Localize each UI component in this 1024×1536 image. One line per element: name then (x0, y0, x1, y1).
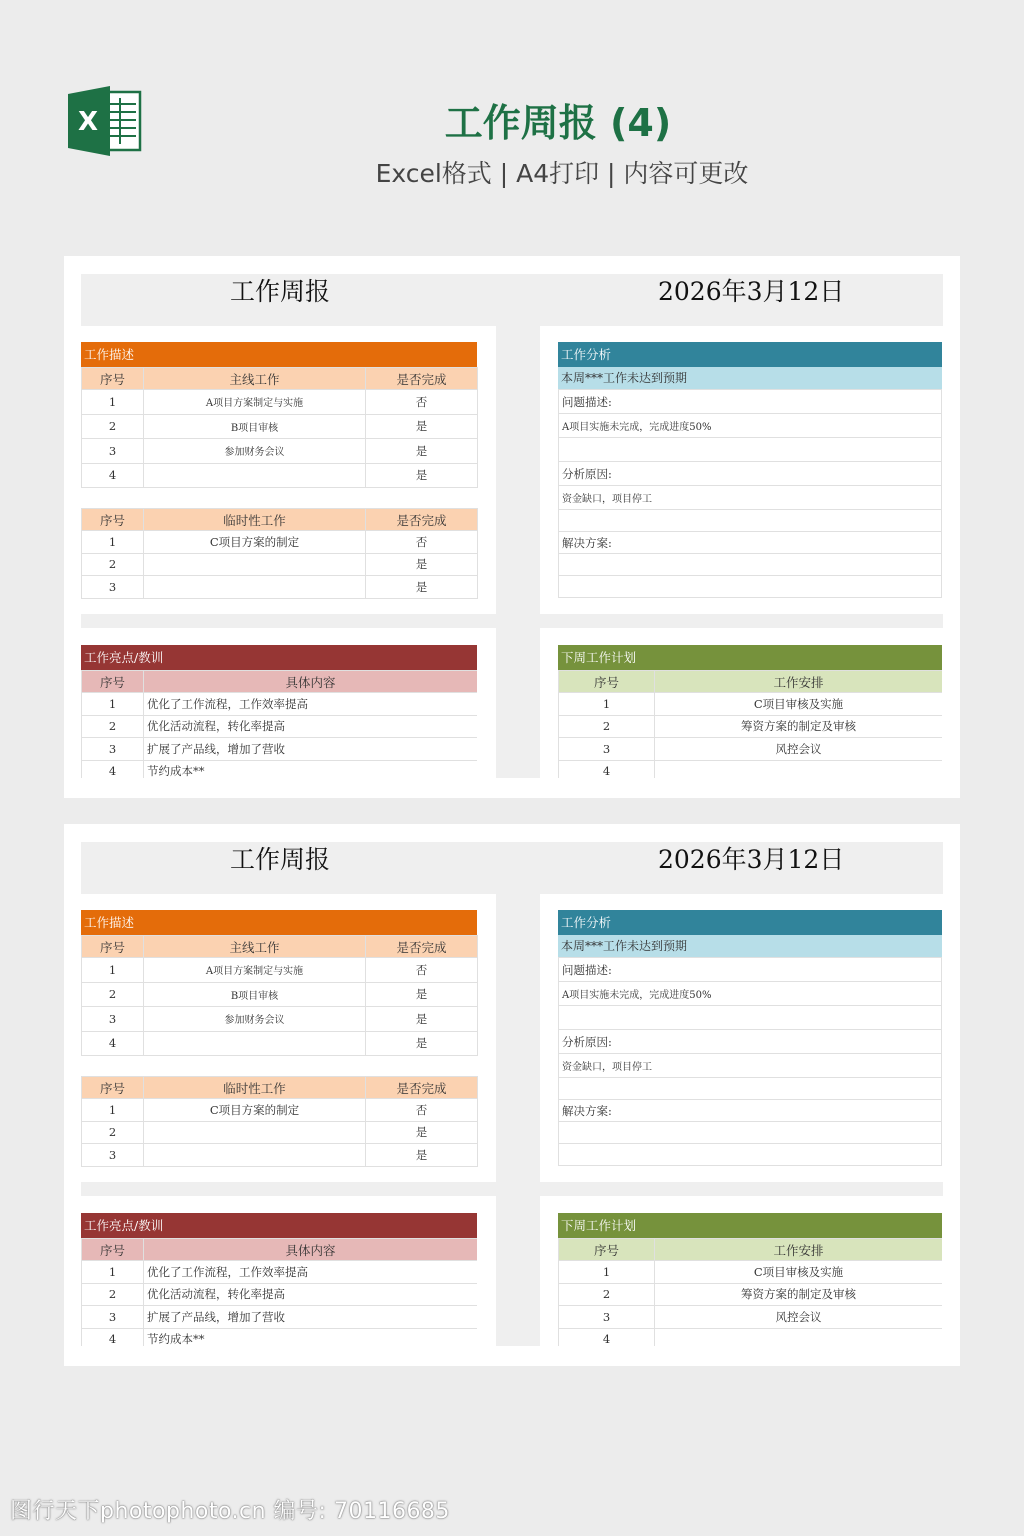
table-row (82, 1306, 478, 1329)
panel-title: 工作描述 (81, 342, 477, 367)
table-cell[interactable]: 2 (82, 715, 144, 738)
table-cell[interactable] (655, 760, 943, 778)
page-subtitle: Excel格式 | A4打印 | 内容可更改 (375, 159, 749, 188)
highlights-panel (81, 1213, 477, 1346)
table-cell[interactable]: 4 (82, 1328, 144, 1346)
table-cell[interactable]: 4 (82, 760, 144, 778)
table-cell[interactable]: 风控会议 (655, 738, 943, 761)
table-cell[interactable]: 风控会议 (655, 1306, 943, 1329)
analysis-line[interactable]: 问题描述: (559, 958, 942, 982)
table-row (82, 439, 478, 464)
table-cell[interactable]: 是 (366, 553, 478, 576)
table-cell[interactable]: 1 (82, 1261, 144, 1284)
report-date: 2026年3月12日 (658, 277, 845, 306)
table-cell[interactable]: 4 (82, 1031, 144, 1056)
table-cell[interactable]: A项目方案制定与实施 (144, 958, 366, 983)
table-cell[interactable] (144, 576, 366, 599)
analysis-line[interactable] (559, 554, 942, 576)
analysis-row (559, 414, 942, 438)
table-cell[interactable]: 是 (366, 1121, 478, 1144)
analysis-line[interactable] (559, 438, 942, 462)
logo-letter: X (77, 107, 99, 137)
analysis-line[interactable] (559, 510, 942, 532)
table-row (559, 738, 943, 761)
table-cell[interactable]: 否 (366, 390, 478, 415)
table-cell[interactable]: 节约成本** (144, 1328, 478, 1346)
analysis-line[interactable] (559, 1078, 942, 1100)
table-cell[interactable]: 1 (82, 531, 144, 554)
analysis-line[interactable]: 分析原因: (559, 462, 942, 486)
panel-title: 下周工作计划 (558, 645, 942, 670)
analysis-row (559, 958, 942, 982)
table-row (82, 738, 478, 761)
next-week-plan-panel (558, 645, 942, 778)
column-header: 序号 (82, 368, 144, 390)
analysis-line[interactable]: 解决方案: (559, 532, 942, 554)
table-cell[interactable]: 1 (82, 1099, 144, 1122)
column-header: 序号 (82, 936, 144, 958)
temp-work-table (81, 508, 478, 599)
column-header: 序号 (82, 1077, 144, 1099)
column-header: 具体内容 (144, 1239, 478, 1261)
table-cell[interactable]: 3 (82, 576, 144, 599)
analysis-line[interactable]: 资金缺口，项目停工 (559, 486, 942, 510)
table-cell[interactable]: 参加财务会议 (144, 1007, 366, 1032)
analysis-line[interactable] (559, 576, 942, 598)
table-cell[interactable]: 否 (366, 958, 478, 983)
column-header: 序号 (559, 671, 655, 693)
column-header: 主线工作 (144, 936, 366, 958)
table-cell[interactable]: 节约成本** (144, 760, 478, 778)
table-header-row (82, 368, 478, 390)
table-cell[interactable]: 4 (559, 1328, 655, 1346)
table-cell[interactable]: A项目方案制定与实施 (144, 390, 366, 415)
main-work-table (81, 935, 478, 1056)
table-cell[interactable]: 2 (82, 1283, 144, 1306)
report-sheet-2 (64, 824, 960, 1366)
table-cell[interactable]: 1 (559, 1261, 655, 1284)
table-cell[interactable]: 2 (559, 715, 655, 738)
analysis-row (559, 390, 942, 414)
table-header-row (82, 509, 478, 531)
table-cell[interactable]: 3 (82, 1007, 144, 1032)
column-header: 工作安排 (655, 671, 943, 693)
report-date: 2026年3月12日 (658, 845, 845, 874)
analysis-subtitle: 本周***工作未达到预期 (558, 367, 942, 389)
panel-title: 工作分析 (558, 342, 942, 367)
table-row (559, 715, 943, 738)
table-cell[interactable]: 2 (82, 982, 144, 1007)
table-row (82, 414, 478, 439)
table-cell[interactable] (144, 463, 366, 488)
table-cell[interactable]: 扩展了产品线，增加了营收 (144, 1306, 478, 1329)
table-row (82, 463, 478, 488)
table-cell[interactable]: 是 (366, 414, 478, 439)
table-cell[interactable]: 3 (82, 1306, 144, 1329)
table-header-row (82, 1077, 478, 1099)
table-row (82, 1261, 478, 1284)
analysis-row (559, 1054, 942, 1078)
analysis-row (559, 486, 942, 510)
analysis-line[interactable]: A项目实施未完成，完成进度50% (559, 982, 942, 1006)
table-cell[interactable]: 2 (82, 414, 144, 439)
column-header: 是否完成 (366, 368, 478, 390)
table-cell[interactable]: 是 (366, 1031, 478, 1056)
analysis-table (558, 389, 942, 598)
analysis-line[interactable]: 分析原因: (559, 1030, 942, 1054)
column-header: 序号 (82, 671, 144, 693)
analysis-row (559, 1144, 942, 1166)
analysis-row (559, 1078, 942, 1100)
table-cell[interactable]: 3 (82, 439, 144, 464)
table-row (559, 1306, 943, 1329)
table-row (82, 576, 478, 599)
column-header: 临时性工作 (144, 1077, 366, 1099)
table-cell[interactable]: 否 (366, 531, 478, 554)
watermark: 图行天下photophoto.cn 编号: 70116685 (10, 1499, 450, 1524)
table-cell[interactable]: 优化了工作流程，工作效率提高 (144, 693, 478, 716)
table-row (82, 1328, 478, 1346)
table-header-row (82, 1239, 478, 1261)
table-cell[interactable]: 1 (82, 693, 144, 716)
table-row (559, 693, 943, 716)
table-cell[interactable] (144, 1144, 366, 1167)
column-header: 是否完成 (366, 936, 478, 958)
table-row (559, 1328, 943, 1346)
table-cell[interactable]: C项目方案的制定 (144, 1099, 366, 1122)
sheet-divider (496, 326, 540, 778)
table-row (82, 1121, 478, 1144)
table-cell[interactable]: C项目审核及实施 (655, 693, 943, 716)
column-header: 工作安排 (655, 1239, 943, 1261)
analysis-table (558, 957, 942, 1166)
table-row (82, 693, 478, 716)
table-cell[interactable]: C项目审核及实施 (655, 1261, 943, 1284)
sheet-divider (81, 1182, 943, 1196)
analysis-row (559, 1006, 942, 1030)
table-cell[interactable]: B项目审核 (144, 982, 366, 1007)
work-description-panel (81, 910, 477, 1167)
table-cell[interactable]: 优化了工作流程，工作效率提高 (144, 1261, 478, 1284)
analysis-row (559, 438, 942, 462)
table-row (82, 958, 478, 983)
table-cell[interactable]: 是 (366, 463, 478, 488)
table-cell[interactable] (144, 1031, 366, 1056)
table-cell[interactable]: 2 (559, 1283, 655, 1306)
table-cell[interactable]: 是 (366, 439, 478, 464)
analysis-row (559, 1100, 942, 1122)
analysis-line[interactable]: A项目实施未完成，完成进度50% (559, 414, 942, 438)
table-cell[interactable]: 优化活动流程，转化率提高 (144, 1283, 478, 1306)
column-header: 主线工作 (144, 368, 366, 390)
table-cell[interactable]: 1 (82, 958, 144, 983)
table-cell[interactable]: 3 (82, 1144, 144, 1167)
table-row (559, 1261, 943, 1284)
panel-title: 工作亮点/教训 (81, 1213, 477, 1238)
next-week-plan-panel (558, 1213, 942, 1346)
table-cell[interactable]: 3 (559, 738, 655, 761)
sheet-divider (81, 614, 943, 628)
spacer (81, 1056, 477, 1076)
column-header: 是否完成 (366, 1077, 478, 1099)
table-cell[interactable]: 4 (559, 760, 655, 778)
work-analysis-panel (558, 342, 942, 598)
table-cell[interactable]: 4 (82, 463, 144, 488)
table-cell[interactable]: 2 (82, 1121, 144, 1144)
spacer (81, 488, 477, 508)
column-header: 临时性工作 (144, 509, 366, 531)
analysis-row (559, 1030, 942, 1054)
column-header: 具体内容 (144, 671, 478, 693)
table-row (82, 760, 478, 778)
column-header: 序号 (82, 1239, 144, 1261)
highlights-table (81, 670, 477, 778)
table-header-row (82, 671, 478, 693)
highlights-panel (81, 645, 477, 778)
page-title: 工作周报 (4) (444, 101, 672, 145)
main-work-table (81, 367, 478, 488)
table-cell[interactable]: 是 (366, 982, 478, 1007)
column-header: 是否完成 (366, 509, 478, 531)
panel-title: 下周工作计划 (558, 1213, 942, 1238)
table-cell[interactable]: 是 (366, 1144, 478, 1167)
column-header: 序号 (82, 509, 144, 531)
analysis-subtitle: 本周***工作未达到预期 (558, 935, 942, 957)
analysis-row (559, 554, 942, 576)
analysis-row (559, 1122, 942, 1144)
table-cell[interactable]: 筹资方案的制定及审核 (655, 715, 943, 738)
work-description-panel (81, 342, 477, 599)
table-cell[interactable]: 2 (82, 553, 144, 576)
table-row (82, 390, 478, 415)
analysis-line[interactable] (559, 1144, 942, 1166)
report-title: 工作周报 (230, 845, 331, 874)
table-cell[interactable] (144, 553, 366, 576)
column-header: 序号 (559, 1239, 655, 1261)
table-cell[interactable]: 优化活动流程，转化率提高 (144, 715, 478, 738)
table-cell[interactable] (144, 1121, 366, 1144)
analysis-row (559, 532, 942, 554)
table-cell[interactable]: 筹资方案的制定及审核 (655, 1283, 943, 1306)
table-cell[interactable]: 3 (82, 738, 144, 761)
sheet-divider (496, 894, 540, 1346)
table-cell[interactable]: 1 (559, 693, 655, 716)
table-row (82, 1144, 478, 1167)
table-row (82, 553, 478, 576)
panel-title: 工作亮点/教训 (81, 645, 477, 670)
table-row (82, 715, 478, 738)
highlights-table (81, 1238, 477, 1346)
table-row (559, 1283, 943, 1306)
analysis-row (559, 982, 942, 1006)
work-analysis-panel (558, 910, 942, 1166)
next-week-table (558, 1238, 942, 1346)
analysis-row (559, 576, 942, 598)
report-sheet-1 (64, 256, 960, 798)
analysis-line[interactable]: 资金缺口，项目停工 (559, 1054, 942, 1078)
table-row (82, 982, 478, 1007)
temp-work-table (81, 1076, 478, 1167)
table-row (82, 1031, 478, 1056)
analysis-line[interactable]: 解决方案: (559, 1100, 942, 1122)
table-cell[interactable]: 参加财务会议 (144, 439, 366, 464)
table-cell[interactable]: 1 (82, 390, 144, 415)
analysis-line[interactable] (559, 1006, 942, 1030)
table-cell[interactable]: B项目审核 (144, 414, 366, 439)
table-cell[interactable]: 否 (366, 1099, 478, 1122)
table-header-row (559, 1239, 943, 1261)
analysis-line[interactable] (559, 1122, 942, 1144)
panel-title: 工作分析 (558, 910, 942, 935)
analysis-line[interactable]: 问题描述: (559, 390, 942, 414)
table-row (82, 1283, 478, 1306)
table-row (559, 760, 943, 778)
table-cell[interactable]: 是 (366, 576, 478, 599)
table-cell[interactable]: C项目方案的制定 (144, 531, 366, 554)
table-header-row (82, 936, 478, 958)
report-title: 工作周报 (230, 277, 331, 306)
table-row (82, 1007, 478, 1032)
panel-title: 工作描述 (81, 910, 477, 935)
table-header-row (559, 671, 943, 693)
table-cell[interactable]: 扩展了产品线，增加了营收 (144, 738, 478, 761)
analysis-row (559, 510, 942, 532)
table-cell[interactable]: 是 (366, 1007, 478, 1032)
table-row (82, 531, 478, 554)
table-cell[interactable] (655, 1328, 943, 1346)
table-row (82, 1099, 478, 1122)
table-cell[interactable]: 3 (559, 1306, 655, 1329)
analysis-row (559, 462, 942, 486)
next-week-table (558, 670, 942, 778)
